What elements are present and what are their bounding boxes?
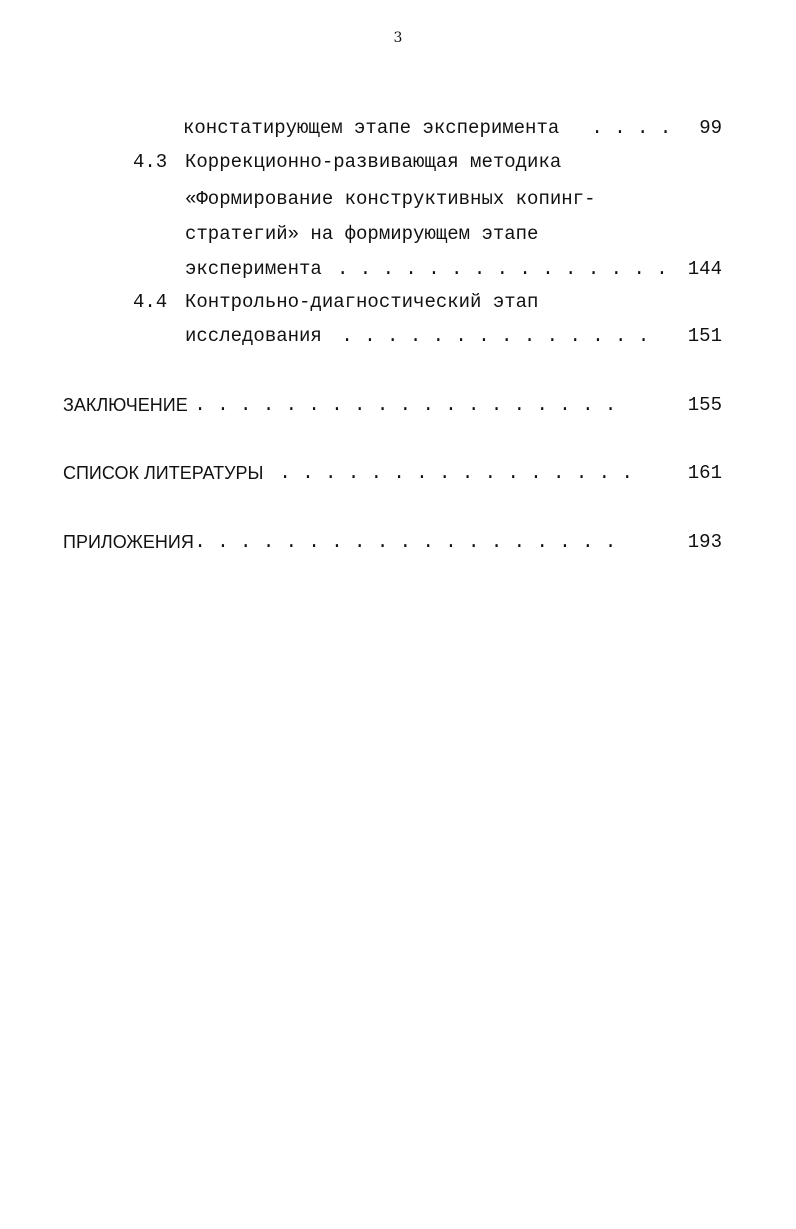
toc-bibliography-page: 161: [687, 462, 722, 484]
toc-conclusion-leader: . . . . . . . . . . . . . . . . . . .: [183, 394, 617, 416]
toc-entry-4-4-number: 4.4: [133, 291, 168, 313]
toc-entry-4-2-text: констатирующем этапе эксперимента: [183, 117, 560, 139]
toc-appendices-page: 193: [687, 531, 722, 553]
toc-entry-4-4-leader: . . . . . . . . . . . . . .: [330, 325, 650, 347]
page-number: 3: [393, 30, 403, 46]
toc-entry-4-2-page: 99: [699, 117, 722, 139]
toc-conclusion-page: 155: [687, 394, 722, 416]
toc-appendices-text: ПРИЛОЖЕНИЯ: [63, 532, 194, 552]
toc-bibliography-text: СПИСОК ЛИТЕРАТУРЫ: [63, 463, 264, 483]
toc-entry-4-4-line2: исследования: [185, 325, 322, 347]
toc-entry-4-2-leader: . . . .: [580, 117, 672, 139]
toc-entry-4-3-line4: эксперимента: [185, 258, 322, 280]
toc-bibliography-leader: . . . . . . . . . . . . . . . .: [268, 462, 633, 484]
toc-conclusion-text: ЗАКЛЮЧЕНИЕ: [63, 395, 188, 415]
toc-entry-4-4-line1: Контрольно-диагностический этап: [185, 291, 539, 313]
toc-entry-4-3-line3: стратегий» на формирующем этапе: [185, 223, 539, 245]
toc-entry-4-4-page: 151: [687, 325, 722, 347]
toc-entry-4-3-number: 4.3: [133, 151, 168, 173]
toc-appendices-leader: . . . . . . . . . . . . . . . . . . .: [183, 531, 617, 553]
toc-entry-4-3-line1: Коррекционно-развивающая методика: [185, 151, 562, 173]
toc-entry-4-3-page: 144: [687, 258, 722, 280]
toc-entry-4-3-leader: . . . . . . . . . . . . . . .: [337, 258, 668, 280]
toc-entry-4-3-line2: «Формирование конструктивных копинг-: [185, 188, 596, 210]
